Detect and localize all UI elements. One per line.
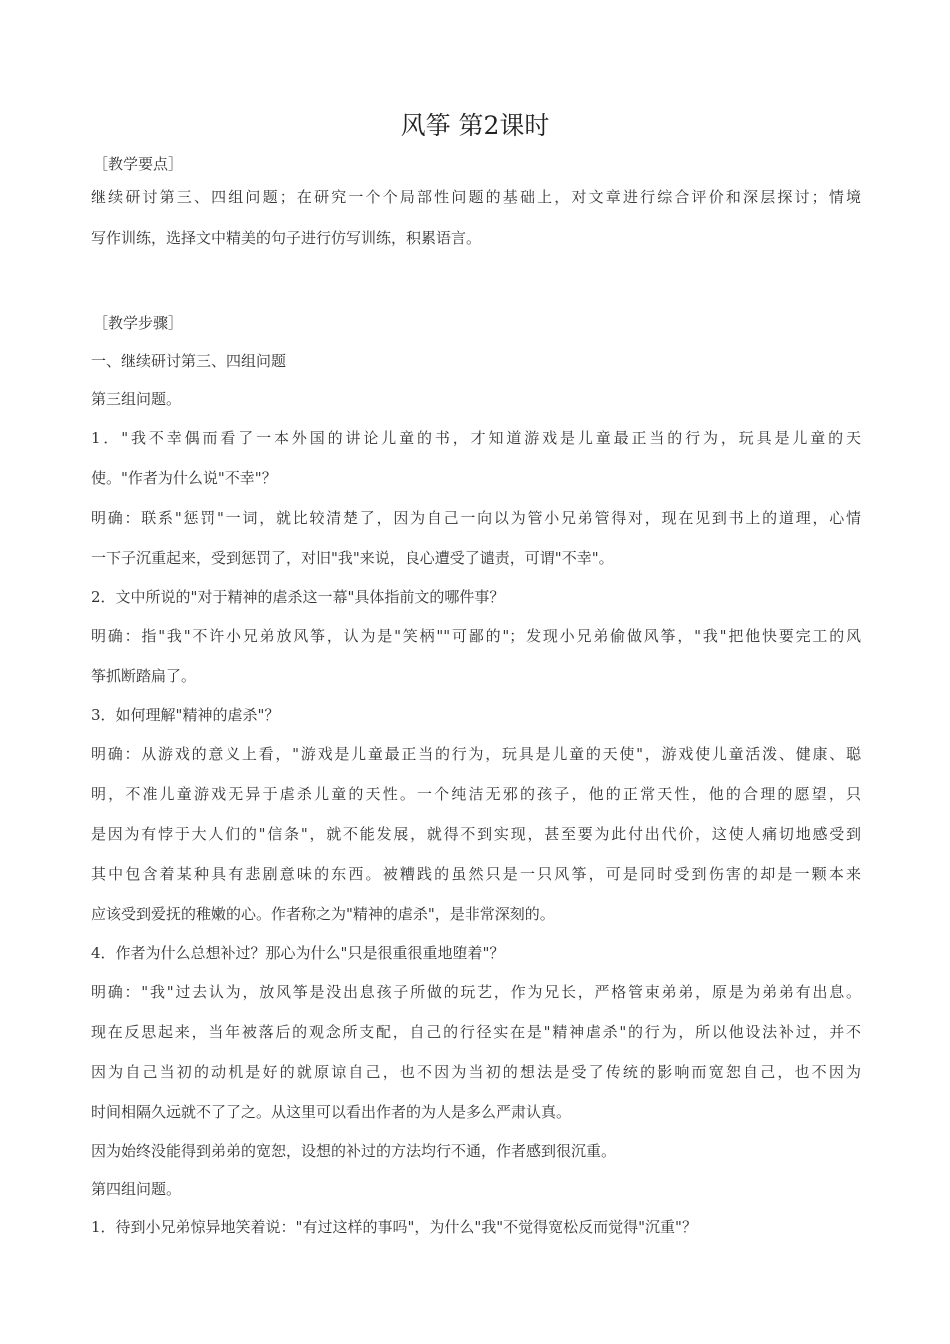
question-2: 2．文中所说的"对于精神的虐杀这一幕"具体指前文的哪件事？ xyxy=(91,588,505,606)
answer-2 xyxy=(91,616,861,696)
key-points-heading: ［教学要点］ xyxy=(93,155,184,173)
paragraph-line: 明确：指"我"不许小兄弟放风筝，认为是"笑柄""可鄙的"；发现小兄弟偷做风筝，"我"把他快要完工的风 xyxy=(91,627,861,645)
paragraph-line: 其中包含着某种具有悲剧意味的东西。被糟践的虽然只是一只风筝，可是同时受到伤害的却是一颗本来 xyxy=(91,865,861,883)
paragraph-line: 写作训练，选择文中精美的句子进行仿写训练，积累语言。 xyxy=(91,229,482,247)
paragraph-line: 是因为有悖于大人们的"信条"，就不能发展，就得不到实现，甚至要为此付出代价，这使人痛切地感受到 xyxy=(91,825,861,843)
question-3: 3．如何理解"精神的虐杀"？ xyxy=(91,706,280,724)
question-1 xyxy=(91,418,861,498)
answer-1 xyxy=(91,498,861,578)
answer-4 xyxy=(91,972,861,1132)
question-4: 4．作者为什么总想补过？那心为什么"只是很重很重地堕着"？ xyxy=(91,944,505,962)
paragraph-line: 时间相隔久远就不了了之。从这里可以看出作者的为人是多么严肃认真。 xyxy=(91,1103,572,1121)
answer-4-extra: 因为始终没能得到弟弟的宽恕，设想的补过的方法均行不通，作者感到很沉重。 xyxy=(91,1142,617,1160)
section-heading: 一、继续研讨第三、四组问题 xyxy=(91,352,287,370)
paragraph-line: 明确："我"过去认为，放风筝是没出息孩子所做的玩艺，作为兄长，严格管束弟弟，原是为弟弟有出息。 xyxy=(91,983,861,1001)
steps-heading: ［教学步骤］ xyxy=(93,314,184,332)
group4-question-1: 1．待到小兄弟惊异地笑着说："有过这样的事吗"，为什么"我"不觉得宽松反而觉得"沉重"？ xyxy=(91,1218,697,1236)
paragraph-line: 一下子沉重起来，受到惩罚了，对旧"我"来说，良心遭受了谴责，可谓"不幸"。 xyxy=(91,549,614,567)
paragraph-line: 因为自己当初的动机是好的就原谅自己，也不因为当初的想法是受了传统的影响而宽恕自己，也不因为 xyxy=(91,1063,861,1081)
group-label: 第四组问题。 xyxy=(91,1180,182,1198)
paragraph-line: 现在反思起来，当年被落后的观念所支配，自己的行径实在是"精神虐杀"的行为，所以他设法补过，并不 xyxy=(91,1023,861,1041)
document-body xyxy=(91,148,861,1246)
paragraph-line: 明确：联系"惩罚"一词，就比较清楚了，因为自己一向以为管小兄弟管得对，现在见到书上的道理，心情 xyxy=(91,509,861,527)
paragraph-line: 使。"作者为什么说"不幸"？ xyxy=(91,469,277,487)
paragraph-line: 1．"我不幸偶而看了一本外国的讲论儿童的书，才知道游戏是儿童最正当的行为，玩具是儿童的天 xyxy=(91,429,861,447)
key-points-paragraph xyxy=(91,177,861,259)
document-title: 风筝 第2课时 xyxy=(400,111,550,140)
answer-3 xyxy=(91,734,861,934)
paragraph-line: 继续研讨第三、四组问题；在研究一个个局部性问题的基础上，对文章进行综合评价和深层探讨；情境 xyxy=(91,188,861,206)
group-label: 第三组问题。 xyxy=(91,390,182,408)
paragraph-line: 明确：从游戏的意义上看，"游戏是儿童最正当的行为，玩具是儿童的天使"，游戏使儿童活泼、健康、聪 xyxy=(91,745,861,763)
blank-line xyxy=(91,259,861,304)
paragraph-line: 明，不准儿童游戏无异于虐杀儿童的天性。一个纯洁无邪的孩子，他的正常天性，他的合理的愿望，只 xyxy=(91,785,861,803)
paragraph-line: 筝抓断踏扁了。 xyxy=(91,667,197,685)
paragraph-line: 应该受到爱抚的稚嫩的心。作者称之为"精神的虐杀"，是非常深刻的。 xyxy=(91,905,555,923)
